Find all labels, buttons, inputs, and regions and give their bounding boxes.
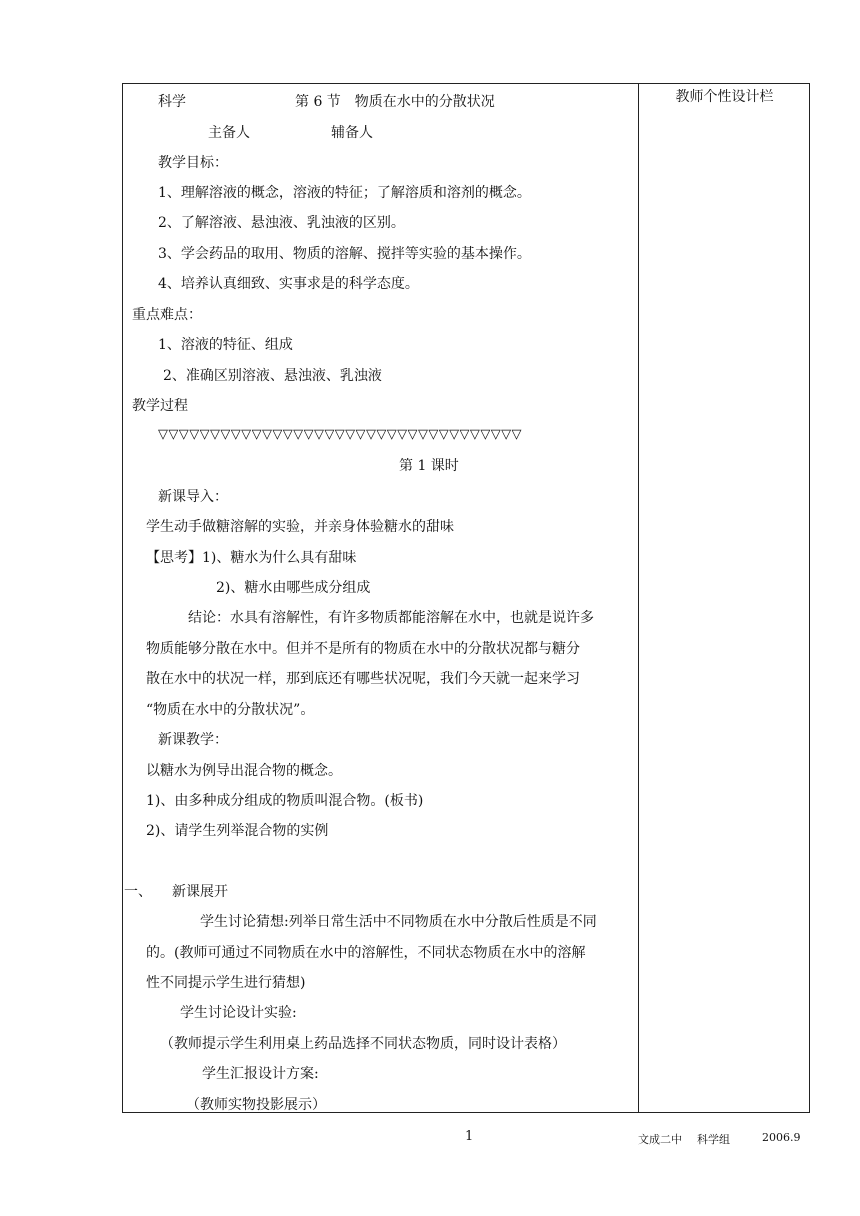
objective-item: 2、了解溶液、悬浊液、乳浊液的区别。 [158,215,405,231]
conclusion-line: 物质能够分散在水中。但并不是所有的物质在水中的分散状况都与糖分 [146,641,580,657]
teaching-line: 2)、请学生列举混合物的实例 [146,823,329,839]
teaching-line: 1)、由多种成分组成的物质叫混合物。(板书) [146,793,424,809]
design-note: （教师提示学生利用桌上药品选择不同状态物质，同时设计表格） [160,1036,566,1052]
discussion-line: 的。(教师可通过不同物质在水中的溶解性，不同状态物质在水中的溶解 [146,945,586,961]
key-point-item: 1、溶液的特征、组成 [158,337,293,353]
key-points-title: 重点难点： [132,307,202,323]
discussion-line: 学生讨论猜想:列举日常生活中不同物质在水中分散后性质是不同 [200,914,597,930]
main-preparer-label: 主备人 [208,125,250,141]
think-question-1: 【思考】1)、糖水为什么具有甜味 [146,550,357,566]
section-number: 一、 [124,884,152,900]
teaching-title: 新课教学： [158,732,228,748]
objectives-title: 教学目标： [158,155,228,171]
teaching-line: 以糖水为例导出混合物的概念。 [146,763,342,779]
triangle-separator: ▽▽▽▽▽▽▽▽▽▽▽▽▽▽▽▽▽▽▽▽▽▽▽▽▽▽▽▽▽▽▽▽▽▽▽ [158,427,522,442]
section-title: 第 6 节 物质在水中的分散状况 [295,94,495,110]
objective-item: 4、培养认真细致、实事求是的科学态度。 [158,276,419,292]
conclusion-line: 结论：水具有溶解性，有许多物质都能溶解在水中，也就是说许多 [188,610,594,626]
objective-item: 3、学会药品的取用、物质的溶解、搅拌等实验的基本操作。 [158,246,531,262]
conclusion-line: 散在水中的状况一样，那到底还有哪些状况呢，我们今天就一起来学习 [146,671,580,687]
footer-date: 2006.9 [762,1131,801,1144]
page-number: 1 [465,1129,474,1144]
assistant-preparer-label: 辅备人 [331,125,373,141]
teacher-design-column-title: 教师个性设计栏 [675,89,774,105]
report-title: 学生汇报设计方案: [202,1066,319,1082]
objective-item: 1、理解溶液的概念，溶液的特征；了解溶质和溶剂的概念。 [158,185,531,201]
section-heading: 新课展开 [172,884,228,900]
subject-label: 科学 [158,94,186,110]
report-note: （教师实物投影展示） [186,1097,326,1113]
intro-text: 学生动手做糖溶解的实验，并亲身体验糖水的甜味 [146,519,454,535]
footer-school: 文成二中 [638,1133,682,1146]
design-title: 学生讨论设计实验: [180,1005,297,1021]
footer-group: 科学组 [697,1133,730,1146]
key-point-item: 2、准确区别溶液、悬浊液、乳浊液 [163,368,382,384]
intro-title: 新课导入： [158,489,228,505]
conclusion-line: “物质在水中的分散状况”。 [146,702,315,718]
discussion-line: 性不同提示学生进行猜想) [146,975,306,991]
process-title: 教学过程 [132,398,188,414]
column-divider [638,83,639,1113]
think-question-2: 2)、糖水由哪些成分组成 [216,580,371,596]
lesson-number: 第 1 课时 [399,458,459,474]
